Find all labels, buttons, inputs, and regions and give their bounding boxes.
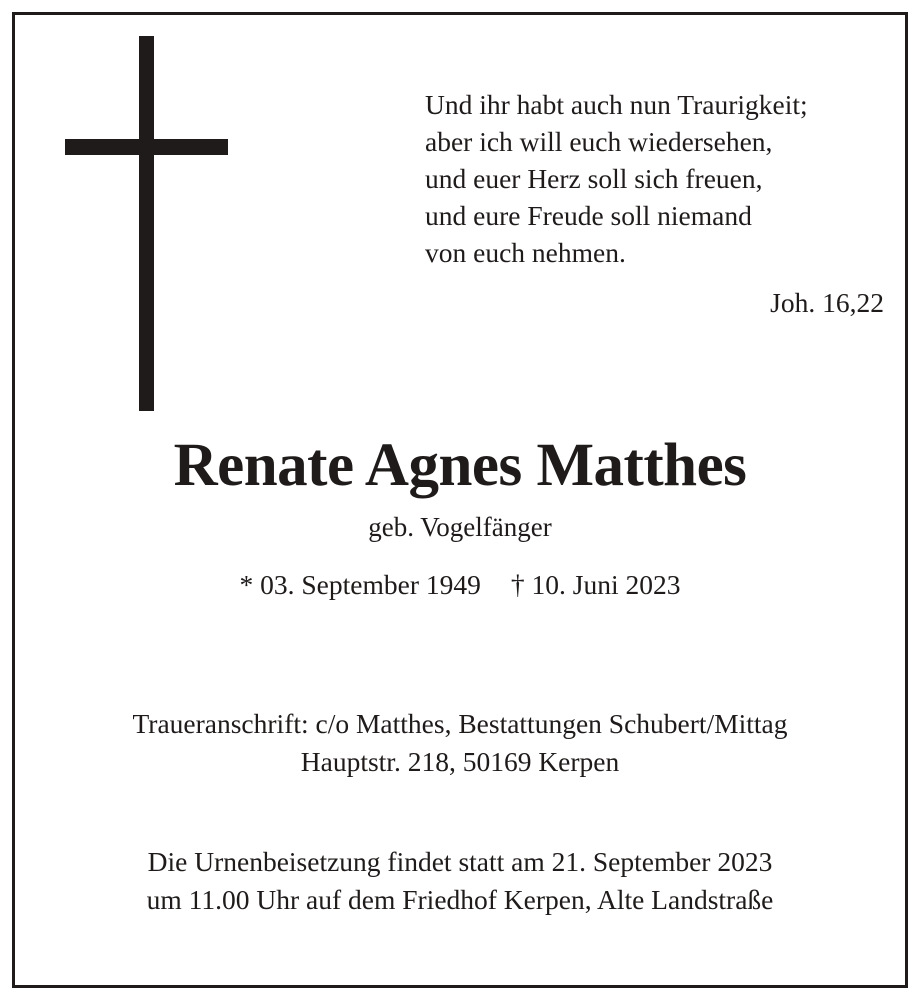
verse-reference: Joh. 16,22 (770, 287, 884, 318)
burial-notice (0, 843, 920, 919)
bible-verse (425, 86, 808, 271)
birth-name: geb. Vogelfänger (368, 512, 552, 542)
verse-line: aber ich will euch wiedersehen, (425, 126, 773, 157)
deceased-name: Renate Agnes Matthes (173, 432, 747, 499)
address-line: Traueranschrift: c/o Matthes, Bestattungen Schubert/Mittag (132, 708, 788, 739)
verse-line: Und ihr habt auch nun Traurigkeit; (425, 89, 808, 120)
cross-vertical-beam (139, 36, 154, 411)
mourning-address (0, 705, 920, 781)
life-dates (0, 566, 920, 604)
address-line: Hauptstr. 218, 50169 Kerpen (300, 746, 620, 777)
verse-line: und eure Freude soll niemand (425, 200, 752, 231)
verse-line: und euer Herz soll sich freuen, (425, 163, 763, 194)
death-date: † 10. Juni 2023 (510, 569, 681, 600)
burial-notice-line: um 11.00 Uhr auf dem Friedhof Kerpen, Alte Landstraße (146, 884, 774, 915)
burial-notice-line: Die Urnenbeisetzung findet statt am 21. September 2023 (147, 846, 773, 877)
verse-line: von euch nehmen. (425, 237, 626, 268)
birth-date: * 03. September 1949 (239, 569, 481, 600)
cross-horizontal-beam (65, 139, 228, 155)
